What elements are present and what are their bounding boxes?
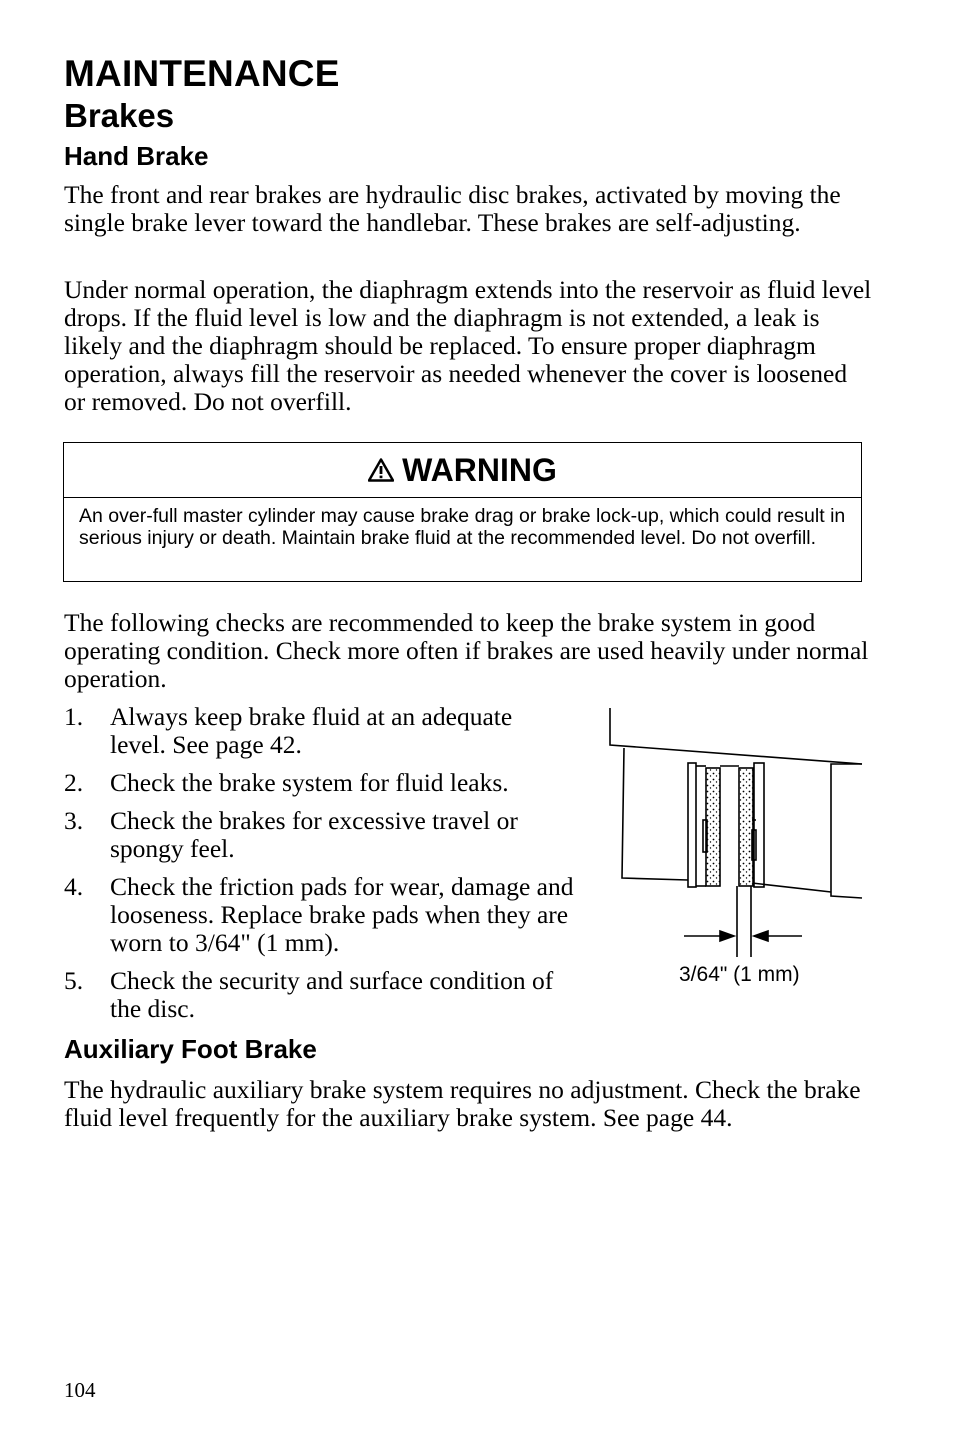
list-text: Check the brake system for fluid leaks. (110, 768, 509, 797)
checks-intro: The following checks are recommended to keep the brake system in good operating condition. Check more often if brakes are used heavily under normal operation. (64, 608, 869, 693)
warning-triangle-icon (368, 458, 394, 482)
page-number: 104 (64, 1378, 96, 1402)
list-item (64, 873, 574, 957)
list-text: Always keep brake fluid at an adequate level. See page 42. (110, 702, 513, 759)
aux-brake-paragraph: The hydraulic auxiliary brake system requires no adjustment. Check the brake fluid level frequently for the auxiliary brake system. See page 44. (64, 1075, 861, 1132)
brake-pad-diagram (604, 700, 866, 1000)
warning-text: An over-full master cylinder may cause brake drag or brake lock-up, which could result in serious injury or death. Maintain brake fluid at the recommended level. Do not overfill. (79, 505, 846, 549)
warning-box (63, 442, 862, 582)
list-item (64, 769, 574, 797)
warning-header (64, 443, 861, 498)
list-text: Check the security and surface condition of the disc. (110, 966, 554, 1023)
warning-title: WARNING (402, 451, 557, 488)
list-number: 1. (64, 702, 84, 731)
checks-list (64, 703, 574, 1033)
aux-brake-heading: Auxiliary Foot Brake (64, 1034, 317, 1064)
list-text: Check the brakes for excessive travel or spongy feel. (110, 806, 518, 863)
list-number: 5. (64, 966, 84, 995)
section-title: MAINTENANCE (64, 53, 340, 94)
list-item (64, 807, 574, 863)
hand-brake-paragraph-2: Under normal operation, the diaphragm extends into the reservoir as fluid level drops. If the fluid level is low and the diaphragm is not extended, a leak is likely and the diaphragm should be replaced. To ensure proper diaphragm operation, always fill the reservoir as needed whenever the cover is loosened or removed. Do not overfill. (64, 275, 872, 416)
list-item (64, 967, 574, 1023)
list-number: 2. (64, 768, 84, 797)
list-item (64, 703, 574, 759)
figure-caption: 3/64" (1 mm) (679, 963, 800, 986)
list-number: 3. (64, 806, 84, 835)
subsection-title: Brakes (64, 97, 175, 134)
hand-brake-heading: Hand Brake (64, 141, 209, 171)
list-number: 4. (64, 872, 84, 901)
hand-brake-paragraph-1: The front and rear brakes are hydraulic disc brakes, activated by moving the single brake lever toward the handlebar. These brakes are self-adjusting. (64, 180, 841, 237)
brake-pad-illustration (604, 700, 866, 960)
list-text: Check the friction pads for wear, damage and looseness. Replace brake pads when they are worn to 3/64" (1 mm). (110, 872, 574, 957)
